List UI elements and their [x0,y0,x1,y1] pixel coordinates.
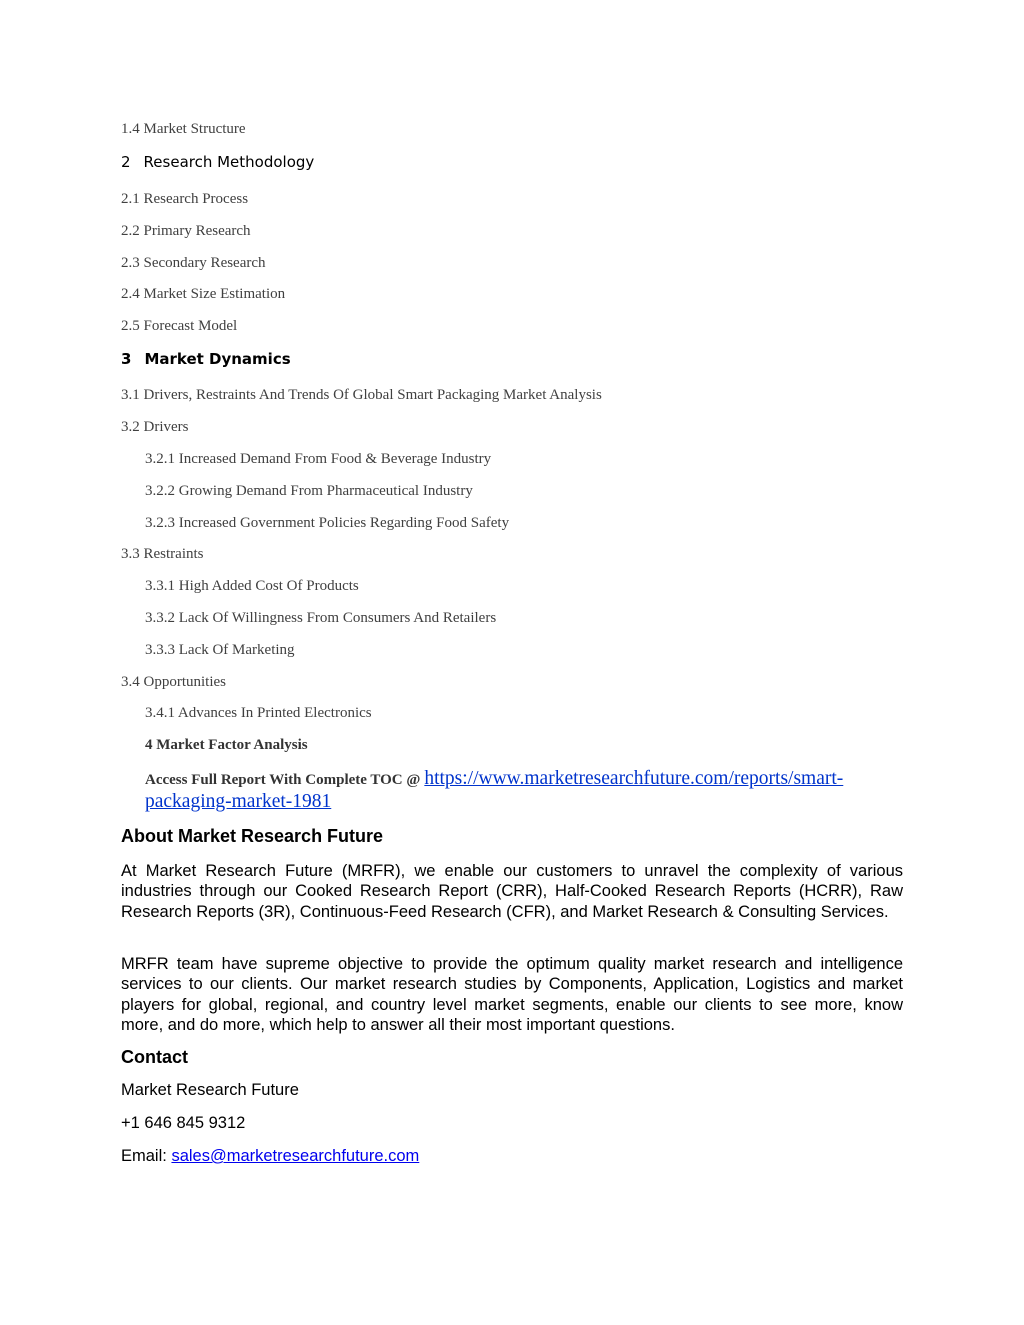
toc-item-3-3-3: 3.3.3 Lack Of Marketing [145,642,295,658]
toc-item-3-2-1: 3.2.1 Increased Demand From Food & Beverage Industry [145,451,492,467]
toc-item-3-2-3: 3.2.3 Increased Government Policies Regarding Food Safety [145,515,510,531]
about-paragraph-1: At Market Research Future (MRFR), we enable our customers to unravel the complexity of various industries through our Cooked Research Report (CRR), Half-Cooked Research Reports (HCRR), Raw Research Reports (3R), Continuous-Feed Research (CFR), and Market Research & Consulting Services. [121,862,903,921]
contact-phone: +1 646 845 9312 [121,1114,246,1132]
toc-item-3-3-1: 3.3.1 High Added Cost Of Products [145,578,359,594]
section-number: 2 [121,153,131,171]
toc-section-research-methodology [121,153,314,171]
toc-item-3-1: 3.1 Drivers, Restraints And Trends Of Global Smart Packaging Market Analysis [121,387,602,403]
section-title: Market Dynamics [144,350,291,368]
email-label: Email: [121,1147,167,1165]
toc-item-2-2: 2.2 Primary Research [121,223,251,239]
contact-email-line [121,1147,419,1166]
toc-item-3-3: 3.3 Restraints [121,546,204,562]
toc-section-market-dynamics [121,350,291,368]
toc-item-2-1: 2.1 Research Process [121,191,249,207]
toc-item-2-5: 2.5 Forecast Model [121,318,238,334]
toc-item-3-2-2: 3.2.2 Growing Demand From Pharmaceutical Industry [145,483,473,499]
access-report-label: Access Full Report With Complete TOC @ [145,772,421,788]
email-link[interactable]: sales@marketresearchfuture.com [171,1147,420,1165]
toc-item-3-3-2: 3.3.2 Lack Of Willingness From Consumers And Retailers [145,610,497,626]
section-title: Research Methodology [143,153,315,171]
about-paragraph-2: MRFR team have supreme objective to provide the optimum quality market research and intelligence services to our clients. Our market research studies by Components, Application, Logistics and market players for global, regional, and country level market segments, enable our clients to see more, know more, and do more, which help to answer all their most important questions. [121,955,903,1035]
access-report-line-2 [145,791,331,813]
toc-item-2-3: 2.3 Secondary Research [121,255,266,271]
section-number: 3 [121,350,132,368]
access-report-line [145,768,843,790]
toc-item-2-4: 2.4 Market Size Estimation [121,286,286,302]
toc-item-3-4-1: 3.4.1 Advances In Printed Electronics [145,705,372,721]
toc-section-market-factor-analysis: 4 Market Factor Analysis [145,737,308,753]
report-url-link-continued[interactable]: packaging-market-1981 [145,791,332,812]
toc-item-1-4: 1.4 Market Structure [121,121,246,137]
report-url-link[interactable]: https://www.marketresearchfuture.com/reports/smart- [424,768,844,789]
toc-item-3-4: 3.4 Opportunities [121,674,226,690]
toc-item-3-2: 3.2 Drivers [121,419,189,435]
contact-heading: Contact [121,1047,188,1067]
contact-company: Market Research Future [121,1081,299,1099]
about-heading: About Market Research Future [121,826,384,846]
